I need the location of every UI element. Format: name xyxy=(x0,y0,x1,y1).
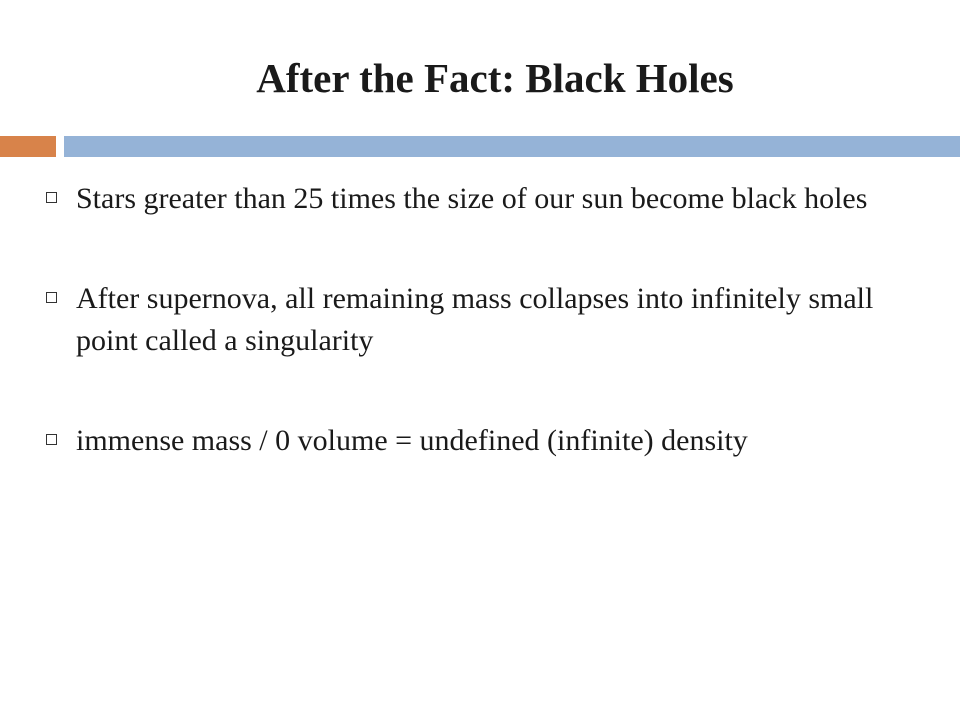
bullet-text: immense mass / 0 volume = undefined (infinite) density xyxy=(76,424,748,457)
square-bullet-icon xyxy=(46,292,57,303)
bullet-item xyxy=(44,178,924,220)
bullet-text: Stars greater than 25 times the size of our sun become black holes xyxy=(76,182,868,215)
square-bullet-icon xyxy=(46,434,57,445)
square-bullet-icon xyxy=(46,192,57,203)
bullet-item xyxy=(44,278,924,362)
slide-title: After the Fact: Black Holes xyxy=(256,55,734,101)
accent-bar-blue xyxy=(64,136,960,157)
accent-bar-orange xyxy=(0,136,56,157)
bullet-text: After supernova, all remaining mass collapses into infinitely small point called a singularity xyxy=(76,282,874,357)
bullet-list xyxy=(44,178,924,520)
bullet-item xyxy=(44,420,924,462)
